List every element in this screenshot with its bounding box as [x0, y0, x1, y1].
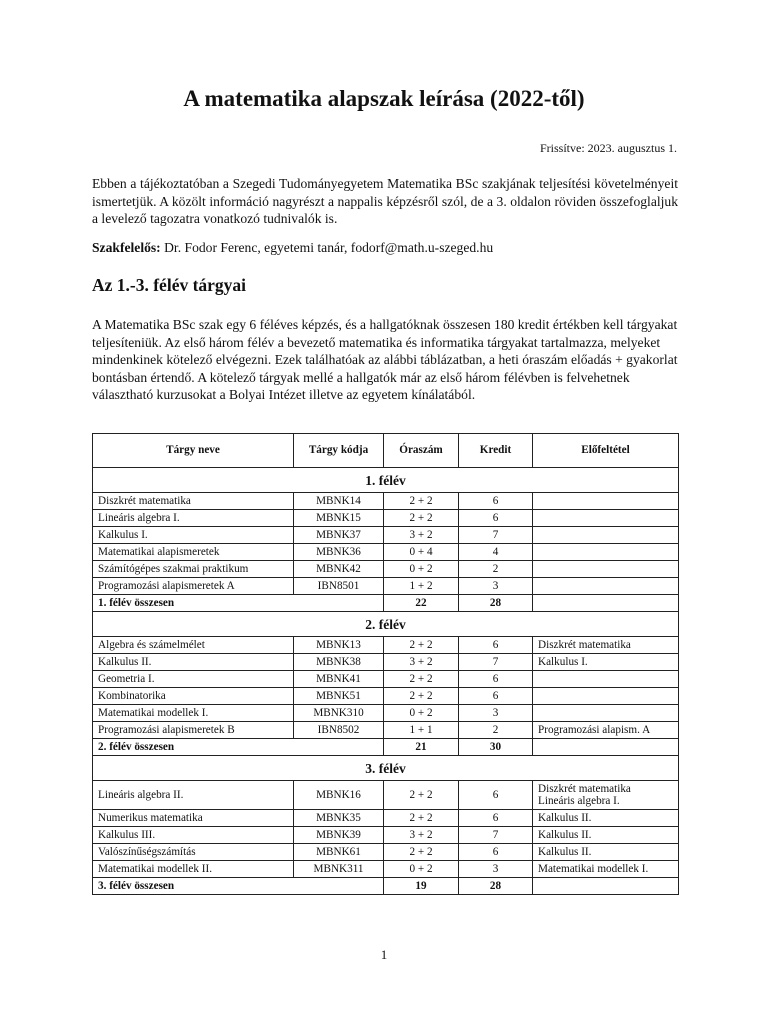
semester-total-row: [93, 739, 679, 756]
updated-date: Frissítve: 2023. augusztus 1.: [540, 141, 677, 155]
empty-cell: [533, 739, 679, 756]
total-credit: 28: [459, 878, 533, 895]
course-prereq: [533, 493, 679, 510]
course-name: Programozási alapismeretek B: [93, 722, 294, 739]
course-credit: 2: [459, 561, 533, 578]
course-credit: 7: [459, 654, 533, 671]
course-name: Programozási alapismeretek A: [93, 578, 294, 595]
course-hours: 0 + 4: [384, 544, 459, 561]
table-row: [93, 578, 679, 595]
column-header: Tárgy kódja: [294, 434, 384, 468]
course-prereq: Diszkrét matematika: [533, 637, 679, 654]
table-row: [93, 844, 679, 861]
total-label: 1. félév összesen: [93, 595, 384, 612]
course-credit: 6: [459, 781, 533, 810]
semester-row: [93, 468, 679, 493]
course-hours: 0 + 2: [384, 561, 459, 578]
course-credit: 6: [459, 688, 533, 705]
course-credit: 6: [459, 510, 533, 527]
table-row: [93, 671, 679, 688]
course-credit: 6: [459, 810, 533, 827]
total-label: 2. félév összesen: [93, 739, 384, 756]
table-row: [93, 810, 679, 827]
empty-cell: [533, 595, 679, 612]
course-credit: 3: [459, 578, 533, 595]
intro-paragraph: Ebben a tájékoztatóban a Szegedi Tudományegyetem Matematika BSc szakjának teljesítési követelményeit ismertetjük. A közölt információ nagyrészt a nappalis képzésről szól, de a 3. oldalon röviden összefoglaljuk a levelező tagozatra vonatkozó tudnivalók is.: [92, 176, 678, 226]
column-header: Kredit: [459, 434, 533, 468]
course-hours: 2 + 2: [384, 671, 459, 688]
course-name: Kalkulus I.: [93, 527, 294, 544]
course-prereq: Kalkulus II.: [533, 827, 679, 844]
course-name: Matematikai modellek II.: [93, 861, 294, 878]
prereq-line: Lineáris algebra I.: [538, 795, 620, 807]
semester-total-row: [93, 878, 679, 895]
course-hours: 1 + 1: [384, 722, 459, 739]
course-code: MBNK38: [294, 654, 384, 671]
course-hours: 2 + 2: [384, 688, 459, 705]
table-row: [93, 544, 679, 561]
course-name: Lineáris algebra I.: [93, 510, 294, 527]
course-credit: 6: [459, 637, 533, 654]
column-header: Óraszám: [384, 434, 459, 468]
course-prereq: [533, 671, 679, 688]
course-prereq: [533, 688, 679, 705]
course-hours: 0 + 2: [384, 705, 459, 722]
table-row: [93, 493, 679, 510]
table-row: [93, 705, 679, 722]
course-hours: 3 + 2: [384, 827, 459, 844]
course-name: Valószínűségszámítás: [93, 844, 294, 861]
column-header: Tárgy neve: [93, 434, 294, 468]
course-prereq: Kalkulus I.: [533, 654, 679, 671]
course-table: [92, 433, 679, 895]
course-prereq: Kalkulus II.: [533, 844, 679, 861]
course-code: IBN8502: [294, 722, 384, 739]
total-hours: 19: [384, 878, 459, 895]
course-prereq: [533, 705, 679, 722]
table-row: [93, 527, 679, 544]
course-code: MBNK39: [294, 827, 384, 844]
course-credit: 7: [459, 527, 533, 544]
responsible-line: [92, 239, 678, 257]
total-label: 3. félév összesen: [93, 878, 384, 895]
course-prereq: Programozási alapism. A: [533, 722, 679, 739]
course-code: MBNK61: [294, 844, 384, 861]
semester-label: 1. félév: [93, 468, 679, 493]
course-name: Geometria I.: [93, 671, 294, 688]
semester-row: [93, 756, 679, 781]
semester-label: 2. félév: [93, 612, 679, 637]
course-name: Kalkulus II.: [93, 654, 294, 671]
table-row: [93, 827, 679, 844]
course-credit: 3: [459, 705, 533, 722]
course-credit: 4: [459, 544, 533, 561]
course-code: MBNK51: [294, 688, 384, 705]
table-row: [93, 637, 679, 654]
course-hours: 2 + 2: [384, 781, 459, 810]
table-header-row: [93, 434, 679, 468]
responsible-label: Szakfelelős:: [92, 240, 161, 255]
course-name: Matematikai alapismeretek: [93, 544, 294, 561]
course-code: MBNK16: [294, 781, 384, 810]
table-row: [93, 688, 679, 705]
course-name: Matematikai modellek I.: [93, 705, 294, 722]
semester-total-row: [93, 595, 679, 612]
section-heading: Az 1.-3. félév tárgyai: [92, 275, 247, 295]
course-code: IBN8501: [294, 578, 384, 595]
course-code: MBNK36: [294, 544, 384, 561]
course-credit: 6: [459, 671, 533, 688]
course-code: MBNK35: [294, 810, 384, 827]
course-code: MBNK310: [294, 705, 384, 722]
empty-cell: [533, 878, 679, 895]
course-code: MBNK14: [294, 493, 384, 510]
section-paragraph: A Matematika BSc szak egy 6 féléves képzés, és a hallgatóknak összesen 180 kredit értékben kell tárgyakat teljesíteniük. Az első három félév a bevezető matematika és informatika tárgyakat tartalmazza, melyeket mindenkinek kötelező elvégezni. Ezek találhatóak az alábbi táblázatban, a heti óraszám előadás + gyakorlat bontásban értendő. A kötelező tárgyak mellé a hallgatók már az első három félévben is felvehetnek választható kurzusokat a Bolyai Intézet illetve az egyetem kínálatából.: [92, 317, 678, 402]
course-hours: 0 + 2: [384, 861, 459, 878]
course-prereq: [533, 544, 679, 561]
page-number: 1: [380, 947, 388, 962]
course-hours: 2 + 2: [384, 844, 459, 861]
semester-row: [93, 612, 679, 637]
semester-label: 3. félév: [93, 756, 679, 781]
course-credit: 6: [459, 844, 533, 861]
course-name: Diszkrét matematika: [93, 493, 294, 510]
course-prereq: [533, 578, 679, 595]
course-code: MBNK42: [294, 561, 384, 578]
course-code: MBNK13: [294, 637, 384, 654]
course-credit: 2: [459, 722, 533, 739]
course-prereq: Kalkulus II.: [533, 810, 679, 827]
course-prereq: [533, 527, 679, 544]
course-code: MBNK311: [294, 861, 384, 878]
course-prereq: Matematikai modellek I.: [533, 861, 679, 878]
course-hours: 1 + 2: [384, 578, 459, 595]
course-credit: 7: [459, 827, 533, 844]
table-row: [93, 861, 679, 878]
course-code: MBNK37: [294, 527, 384, 544]
course-name: Algebra és számelmélet: [93, 637, 294, 654]
table-row: [93, 722, 679, 739]
course-hours: 2 + 2: [384, 510, 459, 527]
course-name: Numerikus matematika: [93, 810, 294, 827]
course-hours: 3 + 2: [384, 654, 459, 671]
course-hours: 2 + 2: [384, 493, 459, 510]
total-hours: 22: [384, 595, 459, 612]
course-name: Számítógépes szakmai praktikum: [93, 561, 294, 578]
course-prereq: [533, 561, 679, 578]
course-name: Lineáris algebra II.: [93, 781, 294, 810]
course-code: MBNK41: [294, 671, 384, 688]
total-hours: 21: [384, 739, 459, 756]
total-credit: 28: [459, 595, 533, 612]
table-row: [93, 654, 679, 671]
course-name: Kalkulus III.: [93, 827, 294, 844]
page-title: A matematika alapszak leírása (2022-től): [183, 86, 585, 111]
column-header: Előfeltétel: [533, 434, 679, 468]
course-name: Kombinatorika: [93, 688, 294, 705]
table-row: [93, 781, 679, 810]
course-prereq: [533, 510, 679, 527]
prereq-line: Diszkrét matematika: [538, 782, 631, 795]
table-row: [93, 510, 679, 527]
course-code: MBNK15: [294, 510, 384, 527]
course-hours: 2 + 2: [384, 637, 459, 654]
course-prereq: [533, 781, 679, 810]
responsible-value: Dr. Fodor Ferenc, egyetemi tanár, fodorf@math.u-szeged.hu: [160, 240, 494, 255]
course-credit: 3: [459, 861, 533, 878]
total-credit: 30: [459, 739, 533, 756]
table-row: [93, 561, 679, 578]
course-credit: 6: [459, 493, 533, 510]
course-hours: 2 + 2: [384, 810, 459, 827]
course-hours: 3 + 2: [384, 527, 459, 544]
